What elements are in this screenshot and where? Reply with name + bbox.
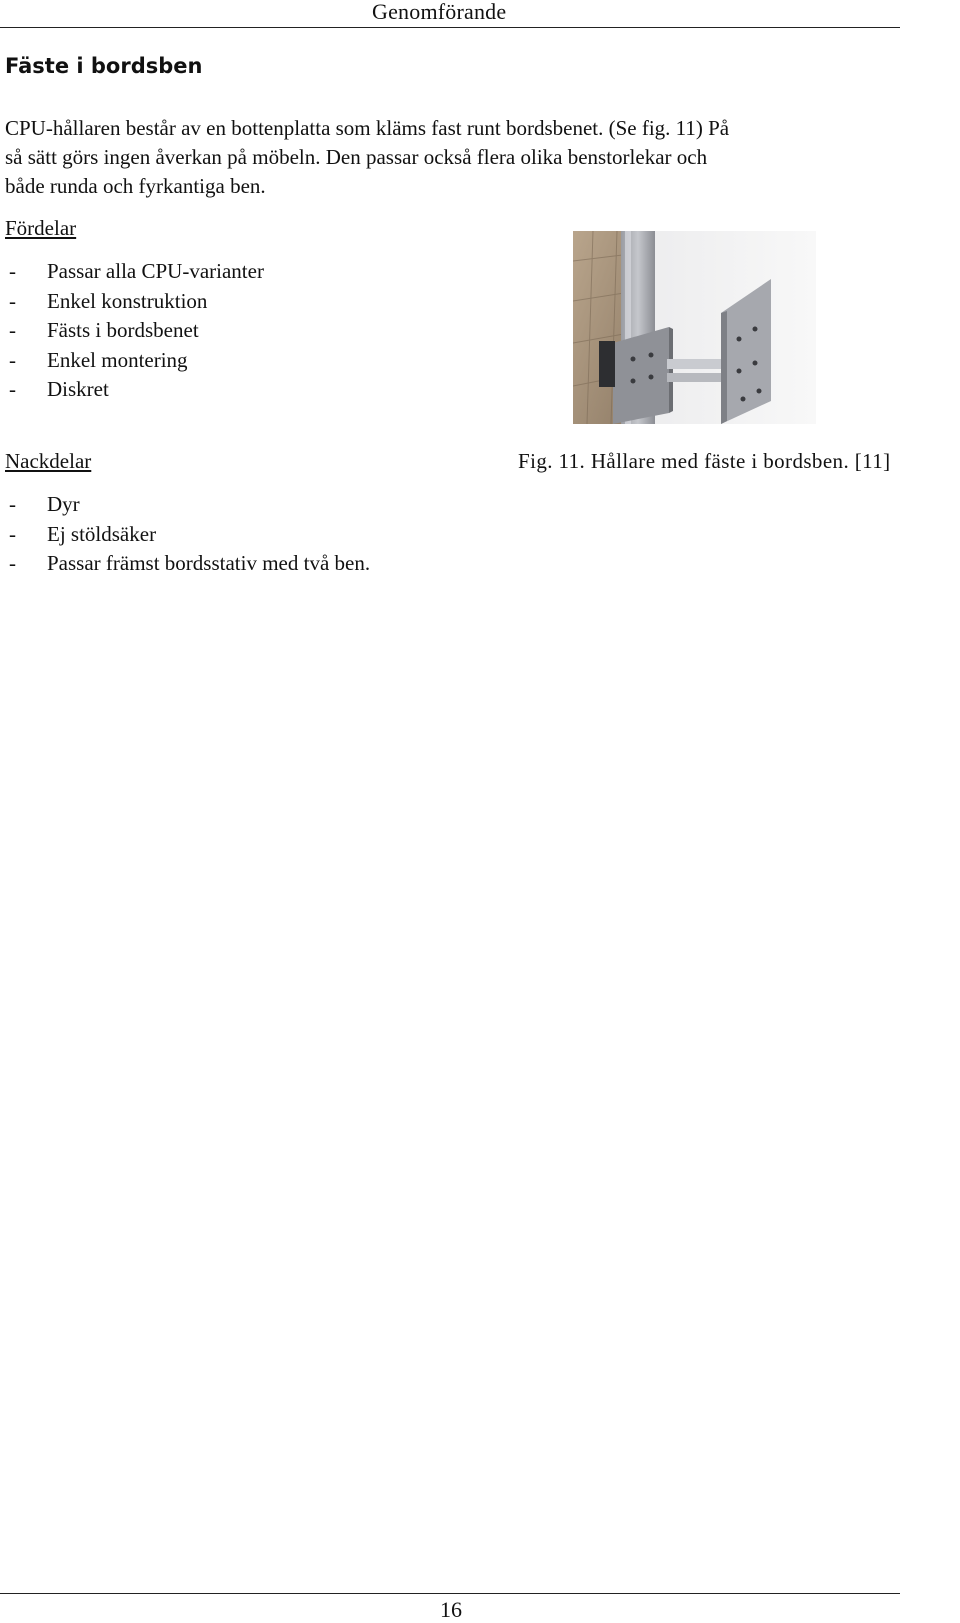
list-item: - Ej stöldsäker: [5, 520, 370, 550]
list-dash: -: [9, 347, 16, 372]
disadvantages-list: [5, 490, 370, 579]
list-dash: -: [9, 521, 16, 546]
intro-paragraph: [5, 114, 895, 201]
list-dash: -: [9, 551, 16, 575]
advantages-heading: Fördelar: [5, 216, 77, 240]
running-header-title: Genomförande: [372, 0, 507, 24]
intro-line-2: så sätt görs ingen åverkan på möbeln. Den passar också flera olika benstorlekar och: [5, 145, 708, 169]
disadvantages-heading: Nackdelar: [5, 449, 92, 473]
list-item: - Dyr: [5, 490, 370, 520]
list-dash: -: [9, 288, 16, 313]
page-number: 16: [440, 1597, 462, 1622]
footer-rule: [0, 1593, 900, 1594]
list-dash: -: [9, 259, 16, 283]
list-item: - Fästs i bordsbenet: [5, 316, 264, 346]
list-item: - Enkel konstruktion: [5, 287, 264, 317]
section-title: Fäste i bordsben: [5, 54, 203, 78]
list-item: - Passar alla CPU-varianter: [5, 257, 264, 287]
list-dash: -: [9, 318, 16, 342]
running-header: [0, 0, 900, 28]
cpu-holder-illustration: [573, 231, 816, 424]
list-item: - Enkel montering: [5, 346, 264, 376]
intro-line-1: CPU-hållaren består av en bottenplatta som kläms fast runt bordsbenet. (Se fig. 11) På: [5, 116, 730, 140]
list-item: - Diskret: [5, 375, 264, 405]
intro-line-3: både runda och fyrkantiga ben.: [5, 174, 266, 198]
cpu-holder-photo: [573, 231, 816, 424]
list-item: - Passar främst bordsstativ med två ben.: [5, 549, 370, 579]
advantages-list: [5, 257, 264, 405]
list-dash: -: [9, 377, 16, 401]
figure-caption: Fig. 11. Hållare med fäste i bordsben. [11]: [518, 449, 891, 473]
list-dash: -: [9, 492, 16, 516]
